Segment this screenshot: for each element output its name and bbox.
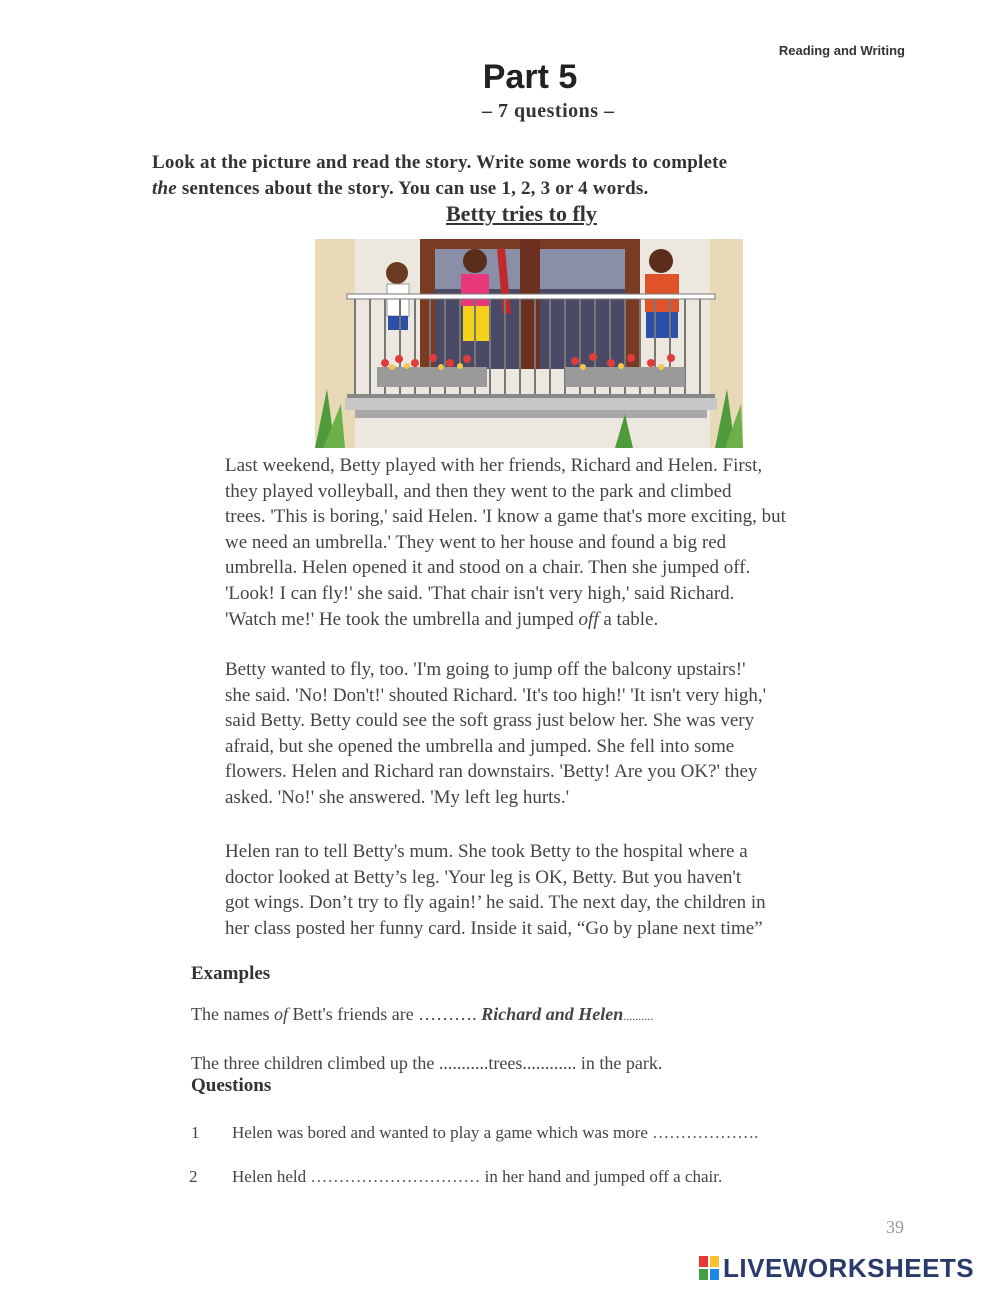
instructions	[152, 150, 852, 202]
example-dots: ..........	[623, 1009, 654, 1023]
story-line: said Betty. Betty could see the soft grass just below her. She was very	[225, 710, 755, 732]
examples-heading: Examples	[191, 963, 271, 984]
example-1	[191, 1004, 653, 1025]
example-answer: Richard and Helen	[481, 1004, 624, 1024]
question-2-number: 2	[189, 1167, 198, 1186]
story-line: we need an umbrella.' They went to her house and found a big red	[225, 531, 727, 553]
story-paragraph-2	[225, 657, 875, 811]
answer-blank-2[interactable]: …………………………	[310, 1167, 481, 1186]
instructions-line-2	[152, 176, 852, 202]
story-line: she said. 'No! Don't!' shouted Richard. 'It's too high!' 'It isn't very high,'	[225, 684, 767, 706]
part-subtitle: – 7 questions –	[482, 100, 615, 122]
story-line: 'Look! I can fly!' she said. 'That chair isn't very high,' said Richard.	[225, 582, 735, 604]
instructions-line-2-rest: sentences about the story. You can use 1, 2, 3 or 4 words.	[176, 178, 649, 199]
story-line: trees. 'This is boring,' said Helen. 'I know a game that's more exciting, but	[225, 506, 786, 528]
example-text: The names	[191, 1004, 274, 1024]
story-line: her class posted her funny card. Inside it said, “Go by plane next time”	[225, 917, 763, 939]
story-line: got wings. Don’t try to fly again!’ he said. The next day, the children in	[225, 892, 766, 914]
section-label: Reading and Writing	[778, 43, 905, 58]
story-line: doctor looked at Betty’s leg. 'Your leg is OK, Betty. But you haven't	[225, 866, 742, 888]
story-line	[225, 607, 875, 633]
instructions-italic-word: the	[152, 178, 177, 199]
story-line: flowers. Helen and Richard ran downstairs. 'Betty! Are you OK?' they	[225, 761, 758, 783]
question-2	[232, 1167, 722, 1187]
example-text: Bett's friends are ……….	[287, 1004, 482, 1024]
story-line: Helen ran to tell Betty's mum. She took Betty to the hospital where a	[225, 841, 748, 862]
brand-name: LIVEWORKSHEETS	[723, 1252, 975, 1283]
page-number: 39	[886, 1217, 904, 1237]
question-1	[232, 1123, 758, 1143]
story-line: they played volleyball, and then they went to the park and climbed	[225, 480, 732, 502]
question-text: Helen held	[232, 1167, 311, 1186]
liveworksheets-logo-icon	[697, 1254, 723, 1282]
story-italic-word: off	[578, 608, 599, 630]
story-line: asked. 'No!' she answered. 'My left leg hurts.'	[225, 786, 569, 808]
question-1-number: 1	[191, 1123, 200, 1142]
part-title: Part 5	[482, 58, 578, 96]
questions-heading: Questions	[191, 1075, 272, 1096]
story-title: Betty tries to fly	[446, 201, 597, 226]
story-line: Betty wanted to fly, too. 'I'm going to jump off the balcony upstairs!'	[225, 659, 746, 680]
story-line: umbrella. Helen opened it and stood on a chair. Then she jumped off.	[225, 557, 751, 579]
story-line-part: 'Watch me!' He took the umbrella and jumped	[225, 608, 579, 630]
answer-blank-1[interactable]: ……………….	[652, 1123, 759, 1142]
instructions-line-1: Look at the picture and read the story. Write some words to complete	[152, 152, 728, 173]
story-line: Last weekend, Betty played with her friends, Richard and Helen. First,	[225, 455, 763, 476]
story-paragraph-3	[225, 839, 875, 941]
example-italic-word: of	[273, 1004, 288, 1024]
story-line-part: a table.	[598, 608, 659, 630]
example-2: The three children climbed up the ...........trees............ in the park.	[191, 1053, 663, 1073]
story-line: afraid, but she opened the umbrella and jumped. She fell into some	[225, 735, 735, 757]
question-text: in her hand and jumped off a chair.	[480, 1167, 723, 1186]
liveworksheets-logo[interactable]	[697, 1253, 974, 1283]
question-text: Helen was bored and wanted to play a game which was more	[232, 1123, 653, 1142]
balcony-children-illustration-icon	[315, 239, 743, 448]
story-paragraph-1	[225, 453, 875, 632]
